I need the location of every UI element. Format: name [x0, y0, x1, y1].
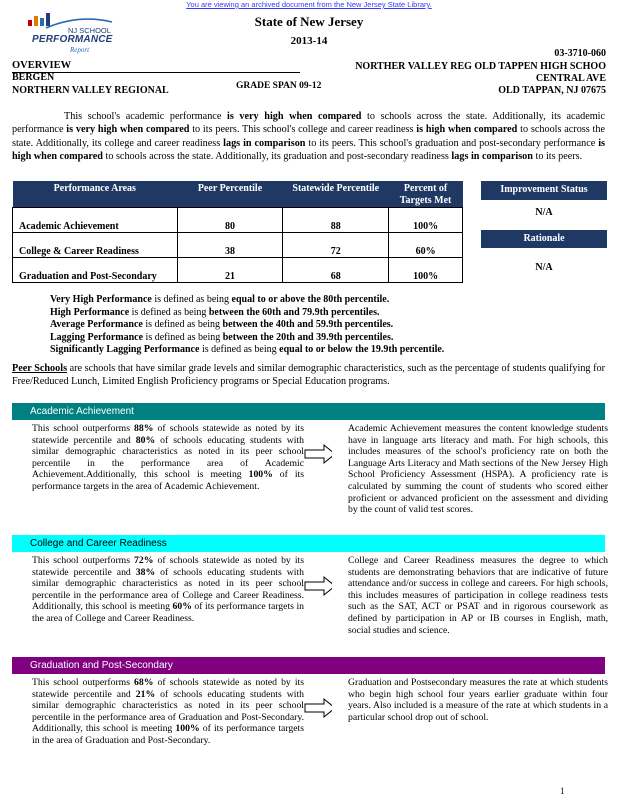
section-left-run: of its performance targets in the area of Graduation and Post-Secondary.	[32, 723, 304, 746]
section-left-run: of schools statewide as noted by its statewide percentile and	[32, 677, 304, 700]
section-left-run: of schools statewide as noted by its statewide percentile and	[32, 555, 304, 578]
summary-text-run: to schools across the state. Additionally, its academic performance	[12, 111, 605, 136]
district-name: NORTHERN VALLEY REGIONAL	[12, 85, 169, 96]
section-left-run: 72%	[134, 555, 154, 566]
section-left-run: This school outperforms	[32, 423, 135, 434]
school-city: OLD TAPPAN, NJ 07675	[498, 85, 606, 96]
section-left-text	[32, 423, 304, 533]
section-left-run: This school outperforms	[32, 555, 135, 566]
section-left-run: 60%	[172, 601, 192, 613]
section-left-run: 88%	[134, 423, 154, 434]
logo-text-report: Report	[70, 46, 90, 54]
summary-text-run: to its peers. This school's graduation and post-secondary performance	[305, 137, 599, 149]
section-header: College and Career Readiness	[12, 535, 605, 552]
section-left-run: of schools educating students with similar demographic characteristics as noted in its peer school percentile in the performance area of Academic Achievement.Additionally, this school is meeting	[32, 434, 304, 481]
table-cell-state: 68	[283, 258, 389, 283]
definition-line	[50, 307, 444, 320]
improvement-status-header: Improvement Status	[481, 181, 607, 200]
performance-table	[12, 181, 463, 283]
section-left-run: of schools educating students with similar demographic characteristics as noted in its peer school percentile in the performance area of College and Career Readiness. Additionally, this school is meeting	[32, 566, 304, 613]
section-left-run: 80%	[135, 434, 156, 446]
table-cell-targets: 100%	[389, 258, 463, 283]
rationale-header: Rationale	[481, 230, 607, 248]
school-name: NORTHER VALLEY REG OLD TAPPEN HIGH SCHOO	[355, 61, 606, 72]
peer-schools-text: are schools that have similar grade levels and similar demographic characteristics, such as the percentage of students qualifying for Free/Reduced Lunch, Limited English Proficiency programs or Special Education programs.	[12, 363, 605, 387]
table-cell-area: Graduation and Post-Secondary	[13, 258, 178, 283]
school-street: CENTRAL AVE	[535, 73, 606, 84]
table-row	[13, 208, 463, 233]
summary-text-run: lags in comparison	[223, 137, 306, 149]
definition-rule: equal to or below the 19.9th percentile.	[279, 344, 445, 356]
section-left-run: 68%	[134, 677, 154, 688]
section-header: Graduation and Post-Secondary	[12, 657, 605, 674]
performance-definitions	[50, 294, 444, 357]
table-cell-area: Academic Achievement	[13, 208, 178, 233]
definition-line	[50, 344, 444, 357]
table-cell-targets: 100%	[389, 208, 463, 233]
summary-text-run: to schools across the state. Additionally, its graduation and post-secondary readiness	[102, 151, 452, 163]
section-left-run: 100%	[175, 723, 200, 735]
table-cell-area: College & Career Readiness	[13, 233, 178, 258]
col-header-targets: Percent of Targets Met	[389, 181, 463, 208]
summary-text-run: to its peers. This school's college and career readiness	[189, 124, 417, 136]
col-header-peer: Peer Percentile	[177, 181, 283, 208]
school-year: 2013-14	[290, 35, 328, 47]
overview-label: OVERVIEW	[12, 60, 72, 71]
right-arrow-icon	[304, 697, 332, 719]
grade-span: GRADE SPAN 09-12	[236, 81, 322, 91]
definition-term: Significantly Lagging Performance	[50, 344, 200, 356]
summary-text-run: lags in comparison	[451, 151, 533, 163]
table-row	[13, 233, 463, 258]
definition-rule: between the 40th and 59.9th percentiles.	[222, 319, 394, 331]
overview-heading	[12, 60, 300, 73]
logo-text-performance: PERFORMANCE	[32, 34, 113, 45]
definition-connector: is defined as being	[129, 306, 209, 318]
definition-term: High Performance	[50, 306, 130, 318]
section-header: Academic Achievement	[12, 403, 605, 420]
summary-text-run: is very high when compared	[66, 124, 190, 136]
right-arrow-icon	[304, 575, 332, 597]
table-row	[13, 258, 463, 283]
definition-rule: between the 20th and 39.9th percentiles.	[222, 331, 394, 343]
definition-connector: is defined as being	[142, 319, 223, 331]
section-left-text	[32, 555, 304, 657]
summary-text-run: to its peers.	[532, 151, 583, 163]
summary-text-run: to schools across the state. Additionally, its college and career readiness	[12, 124, 605, 149]
page-title: State of New Jersey	[254, 14, 364, 29]
definition-term: Very High Performance	[50, 294, 152, 305]
table-cell-state: 88	[283, 208, 389, 233]
county: BERGEN	[12, 72, 55, 83]
section-right-text: College and Career Readiness measures the degree to which students are demonstrating behaviors that are indicative of future attendance and/or success in college and careers. For high schools, this includes measures of participation in college readiness tests such as the SAT, ACT or PSAT and in rigorous coursework as defined by participation in AP or IB courses in English, math, social studies and science.	[348, 555, 608, 636]
definition-line	[50, 319, 444, 332]
archive-banner-link[interactable]: You are viewing an archived document from the New Jersey State Library.	[186, 0, 432, 9]
section-left-run: of schools educating students with similar demographic characteristics as noted in its peer school percentile in the performance area of Graduation and Post-Secondary. Additionally, this school is meeting	[32, 688, 304, 735]
right-arrow-icon	[304, 443, 332, 465]
summary-paragraph	[12, 110, 605, 164]
definition-rule: between the 60th and 79.9th percentiles.	[208, 306, 380, 318]
table-cell-peer: 21	[177, 258, 283, 283]
definition-line	[50, 332, 444, 345]
section-left-text	[32, 677, 304, 777]
definition-term: Average Performance	[50, 319, 143, 331]
col-header-area: Performance Areas	[13, 181, 178, 208]
summary-text-run: is high when compared	[416, 124, 518, 136]
rationale-value: N/A	[535, 262, 553, 273]
section-left-run: 38%	[135, 566, 156, 578]
definition-connector: is defined as being	[143, 331, 223, 343]
summary-text-run: is high when compared	[12, 137, 606, 163]
page-number: 1	[560, 786, 565, 796]
table-cell-state: 72	[283, 233, 389, 258]
section-right-text: Graduation and Postsecondary measures the rate at which students who begin high school four years earlier graduate within four years. Also included is a measure of the rate at which students in a particular school drop out of school.	[348, 677, 608, 723]
section-left-run: of its performance targets in the area of College and Career Readiness.	[32, 601, 304, 624]
section-right-text: Academic Achievement measures the content knowledge students have in language arts literacy and math. For high schools, this includes measures of the school's proficiency rate on both the Language Arts Literacy and Math sections of the New Jersey High School Proficiency Assessment (HSPA). A proficiency rate is calculated by summing the count of students who scored either proficient or advanced proficient on the assessment and dividing by the count of valid test scores.	[348, 423, 608, 516]
section-left-run: 21%	[135, 688, 156, 700]
definition-term: Lagging Performance	[50, 331, 144, 343]
definition-rule: equal to or above the 80th percentile.	[231, 294, 390, 305]
definition-connector: is defined as being	[199, 344, 280, 356]
logo-text-nj-school: NJ SCHOOL	[68, 26, 111, 35]
col-header-statewide: Statewide Percentile	[283, 181, 389, 208]
definition-connector: is defined as being	[151, 294, 232, 305]
table-cell-peer: 38	[177, 233, 283, 258]
section-left-run: of its performance targets in the area of Academic Achievement.	[32, 469, 304, 492]
table-header-row	[13, 181, 463, 208]
improvement-status-value: N/A	[535, 207, 553, 218]
peer-schools-term: Peer Schools	[12, 363, 68, 374]
summary-text-run: is very high when compared	[226, 111, 362, 122]
summary-text-run: This school's academic performance	[64, 111, 227, 122]
peer-schools-paragraph	[12, 362, 605, 388]
section-left-run: of schools statewide as noted by its statewide percentile and	[32, 423, 304, 446]
definition-line	[50, 294, 444, 307]
section-left-run: This school outperforms	[32, 677, 135, 688]
school-code: 03-3710-060	[554, 48, 606, 59]
table-cell-targets: 60%	[389, 233, 463, 258]
section-left-run: 100%	[248, 469, 273, 481]
table-cell-peer: 80	[177, 208, 283, 233]
